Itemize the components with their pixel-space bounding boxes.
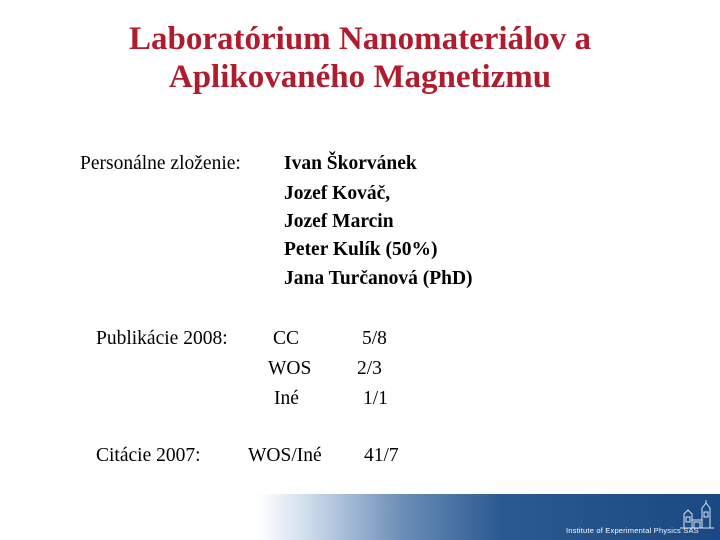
member-3: Jozef Marcin — [284, 211, 394, 232]
citations-type: WOS/Iné — [248, 445, 322, 466]
institute-building-icon — [678, 500, 716, 530]
member-1: Ivan Škorvánek — [284, 153, 417, 174]
slide-title — [0, 20, 720, 96]
publication-value-cc: 5/8 — [362, 328, 387, 349]
member-5: Jana Turčanová (PhD) — [284, 268, 473, 289]
title-line-2: Aplikovaného Magnetizmu — [168, 59, 552, 95]
publication-value-wos: 2/3 — [357, 358, 382, 379]
member-4: Peter Kulík (50%) — [284, 239, 438, 260]
citations-value: 41/7 — [364, 445, 399, 466]
institute-name: Institute of Experimental Physics SAS — [566, 526, 699, 535]
publication-type-cc: CC — [273, 328, 300, 349]
member-2: Jozef Kováč, — [284, 183, 391, 204]
citations-label: Citácie 2007: — [96, 445, 201, 466]
publication-type-ine: Iné — [274, 388, 299, 409]
personnel-label: Personálne zloženie: — [80, 153, 241, 174]
publications-label: Publikácie 2008: — [96, 328, 228, 349]
title-line-1: Laboratórium Nanomateriálov a — [129, 21, 591, 57]
publication-value-ine: 1/1 — [363, 388, 388, 409]
publication-type-wos: WOS — [268, 358, 312, 379]
